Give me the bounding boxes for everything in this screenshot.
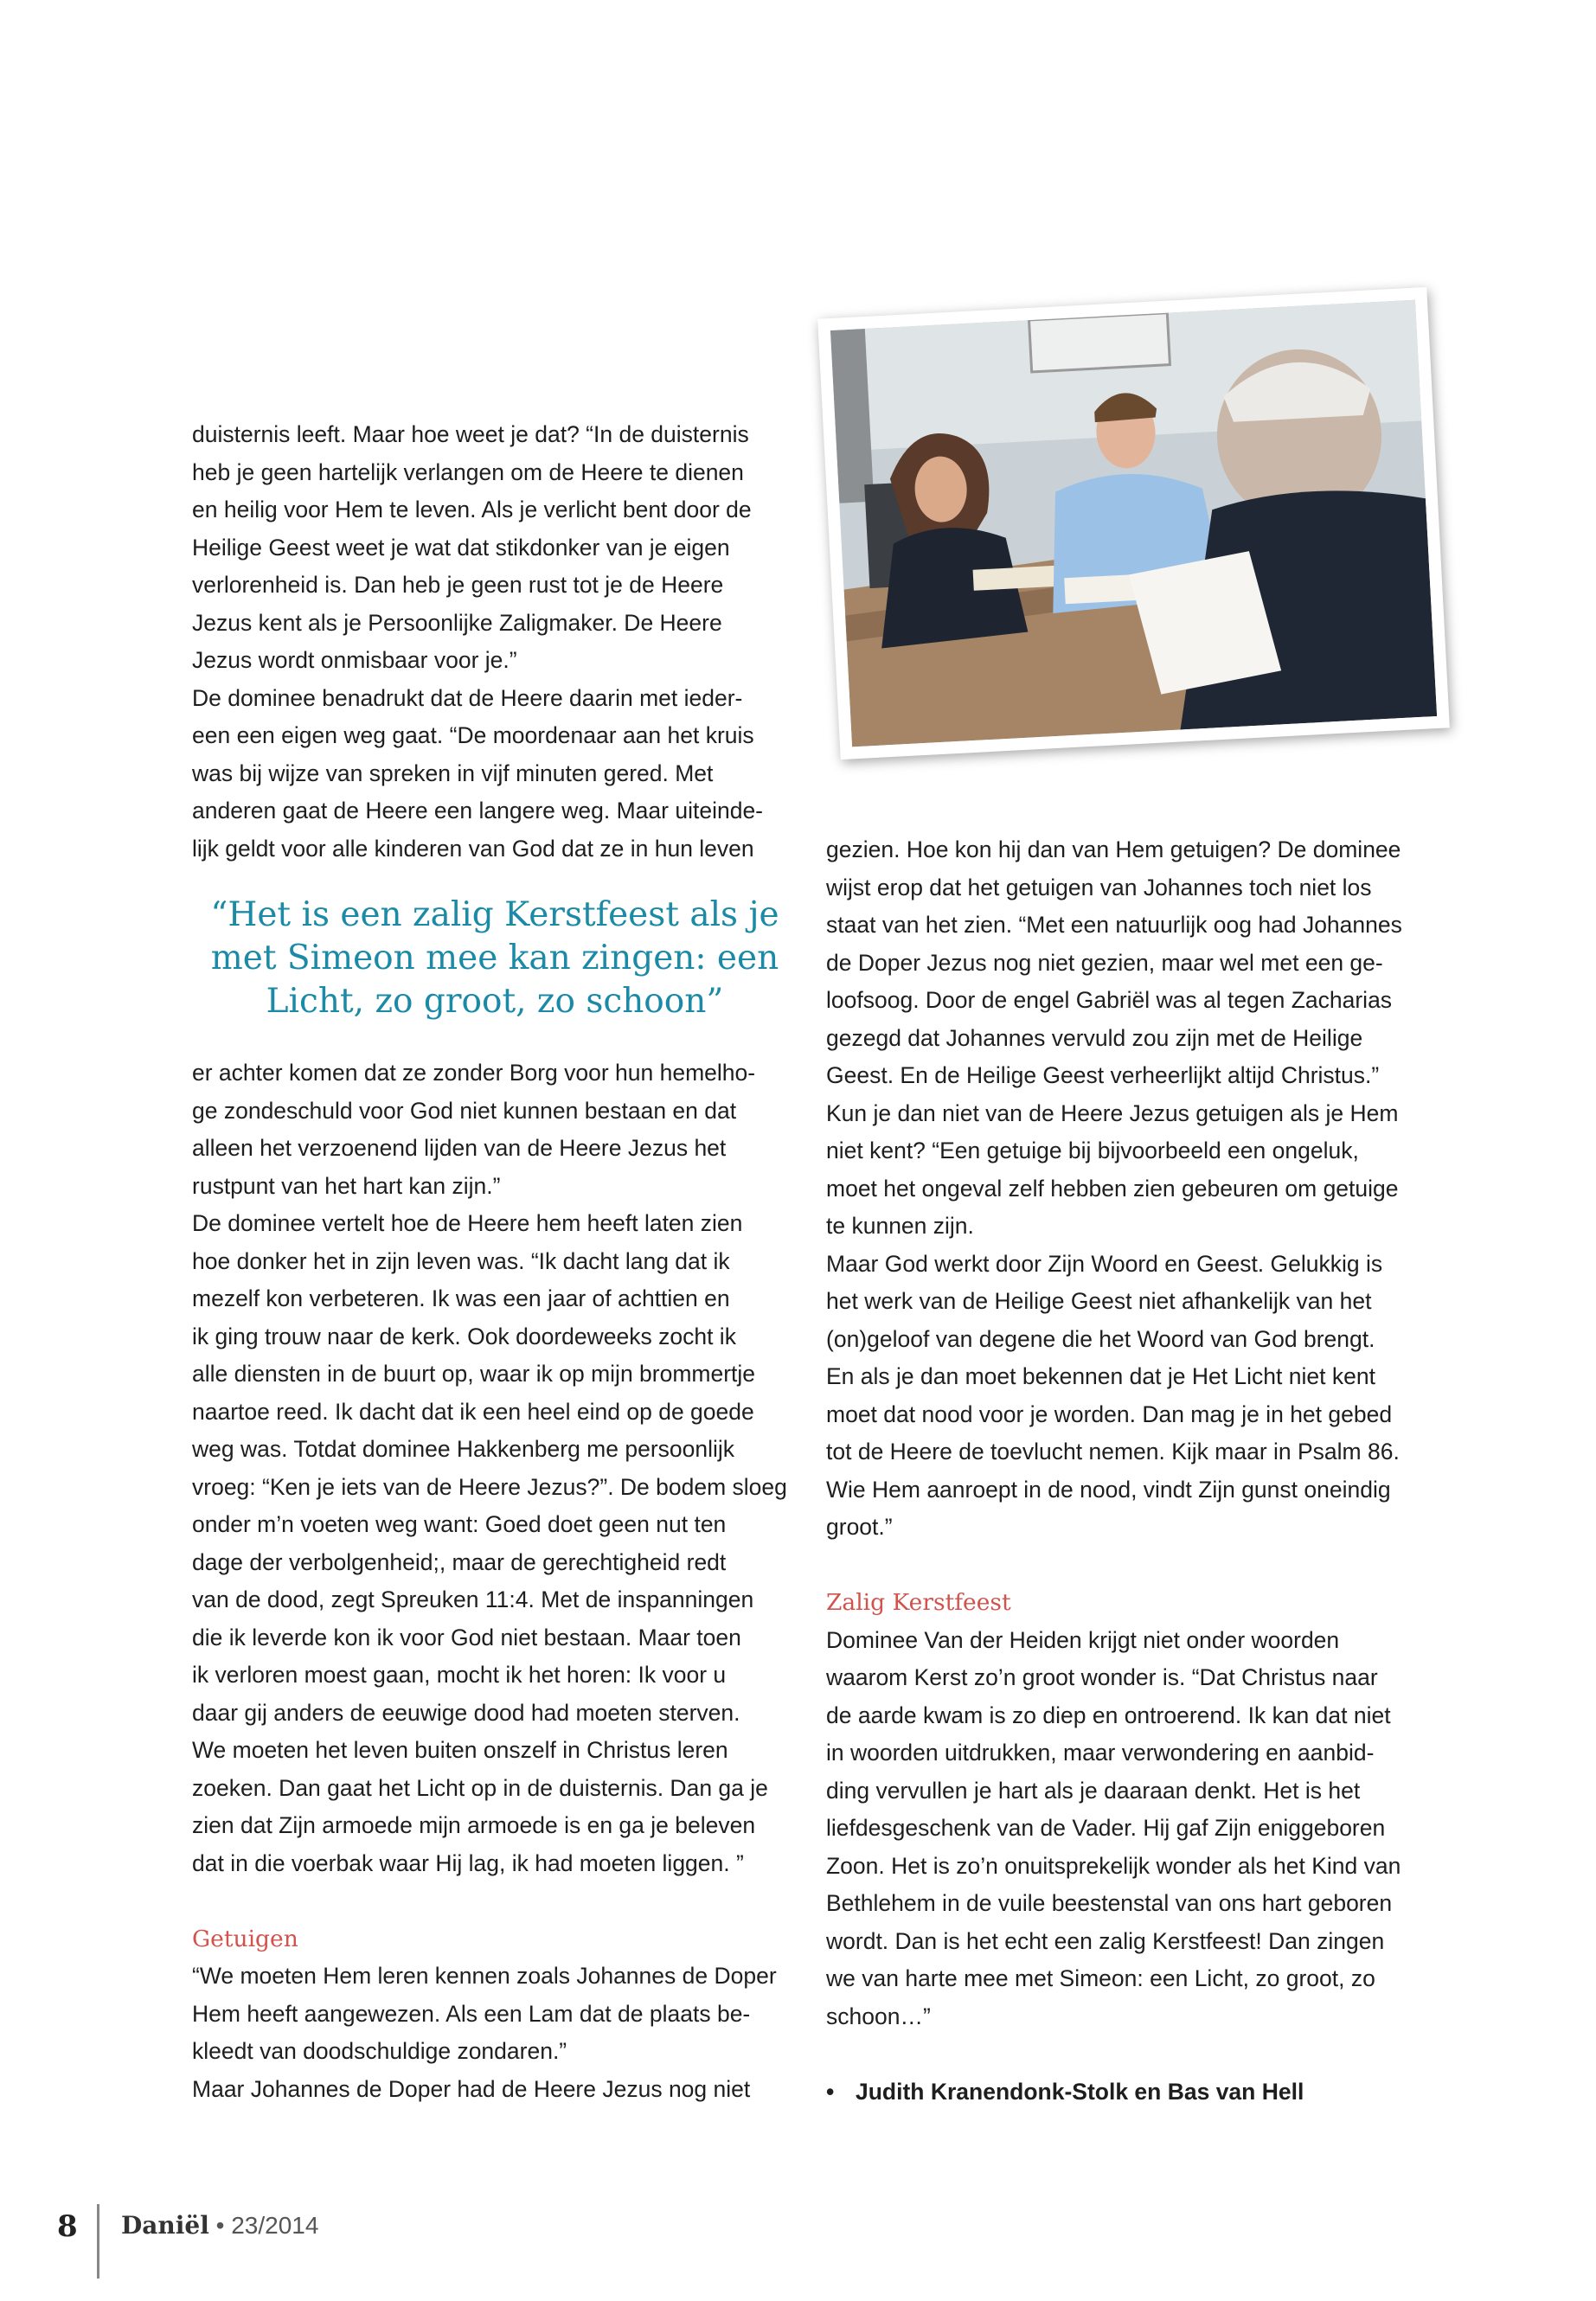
right-column bbox=[826, 831, 1432, 2111]
left-column-top bbox=[192, 416, 798, 868]
body-line: alleen het verzoenend lijden van de Heere Jezus het bbox=[192, 1135, 727, 1161]
body-line: Maar God werkt door Zijn Woord en Geest. Gelukkig is bbox=[826, 1250, 1383, 1277]
pull-quote-line: “Het is een zalig Kerstfeest als je bbox=[210, 895, 779, 934]
body-line: de aarde kwam is zo diep en ontroerend. Ik kan dat niet bbox=[826, 1702, 1391, 1728]
body-line: Jezus kent als je Persoonlijke Zaligmaker. De Heere bbox=[192, 609, 722, 636]
body-line: daar gij anders de eeuwige dood had moeten sterven. bbox=[192, 1699, 740, 1726]
section-heading-zalig-kerstfeest: Zalig Kerstfeest bbox=[826, 1589, 1011, 1616]
body-line: vroeg: “Ken je iets van de Heere Jezus?”. De bodem sloeg bbox=[192, 1473, 787, 1500]
body-line: duisternis leeft. Maar hoe weet je dat? “In de duisternis bbox=[192, 421, 749, 447]
body-line: rustpunt van het hart kan zijn.” bbox=[192, 1172, 501, 1199]
body-line: kleedt van doodschuldige zondaren.” bbox=[192, 2038, 567, 2064]
left-column-bottom bbox=[192, 1054, 798, 2108]
page-number: 8 bbox=[57, 2209, 78, 2244]
body-line: van de dood, zegt Spreuken 11:4. Met de inspanningen bbox=[192, 1586, 754, 1612]
body-line: Zoon. Het is zo’n onuitsprekelijk wonder als het Kind van bbox=[826, 1852, 1401, 1879]
body-line: (on)geloof van degene die het Woord van God brengt. bbox=[826, 1325, 1375, 1352]
body-line: moet het ongeval zelf hebben zien gebeuren om getuige bbox=[826, 1175, 1399, 1202]
body-line: Heilige Geest weet je wat dat stikdonker van je eigen bbox=[192, 534, 730, 561]
author-byline bbox=[826, 2073, 1432, 2112]
body-line: Maar Johannes de Doper had de Heere Jezus nog niet bbox=[192, 2075, 751, 2102]
body-line: ik ging trouw naar de kerk. Ook doordeweeks zocht ik bbox=[192, 1323, 736, 1349]
body-line: Geest. En de Heilige Geest verheerlijkt altijd Christus.” bbox=[826, 1062, 1380, 1088]
body-line: zien dat Zijn armoede mijn armoede is en ga je beleven bbox=[192, 1812, 756, 1838]
body-line: weg was. Totdat dominee Hakkenberg me persoonlijk bbox=[192, 1436, 735, 1462]
body-line: mezelf kon verbeteren. Ik was een jaar of achttien en bbox=[192, 1285, 730, 1311]
body-line: De dominee benadrukt dat de Heere daarin met ieder- bbox=[192, 684, 743, 711]
body-line: moet dat nood voor je worden. Dan mag je in het gebed bbox=[826, 1400, 1393, 1427]
body-line: alle diensten in de buurt op, waar ik op mijn brommertje bbox=[192, 1361, 756, 1387]
pull-quote-line: met Simeon mee kan zingen: een bbox=[210, 939, 779, 977]
body-line: waarom Kerst zo’n groot wonder is. “Dat Christus naar bbox=[826, 1664, 1378, 1690]
body-line: hoe donker het in zijn leven was. “Ik dacht lang dat ik bbox=[192, 1247, 730, 1274]
body-line: Kun je dan niet van de Heere Jezus getuigen als je Hem bbox=[826, 1099, 1399, 1126]
body-line: wijst erop dat het getuigen van Johannes toch niet los bbox=[826, 874, 1372, 901]
body-line: ge zondeschuld voor God niet kunnen bestaan en dat bbox=[192, 1097, 737, 1124]
body-line: die ik leverde kon ik voor God niet bestaan. Maar toen bbox=[192, 1624, 741, 1650]
body-line: Dominee Van der Heiden krijgt niet onder woorden bbox=[826, 1626, 1340, 1653]
body-line: Bethlehem in de vuile beestenstal van ons hart geboren bbox=[826, 1890, 1393, 1916]
author-names: Judith Kranendonk-Stolk en Bas van Hell bbox=[856, 2078, 1304, 2105]
body-line: En als je dan moet bekennen dat je Het Licht niet kent bbox=[826, 1363, 1375, 1389]
body-line: gezien. Hoe kon hij dan van Hem getuigen? De dominee bbox=[826, 836, 1401, 862]
body-line: gezegd dat Johannes vervuld zou zijn met de Heilige bbox=[826, 1024, 1363, 1051]
meeting-photo-illustration bbox=[830, 300, 1437, 747]
body-line: schoon…” bbox=[826, 2003, 931, 2029]
magazine-issue bbox=[121, 2211, 318, 2240]
body-line: liefdesgeschenk van de Vader. Hij gaf Zijn eniggeboren bbox=[826, 1815, 1386, 1841]
body-line: Wie Hem aanroept in de nood, vindt Zijn gunst oneindig bbox=[826, 1476, 1391, 1503]
body-line: te kunnen zijn. bbox=[826, 1213, 974, 1239]
body-line: niet kent? “Een getuige bij bijvoorbeeld een ongeluk, bbox=[826, 1138, 1359, 1163]
body-line: groot.” bbox=[826, 1514, 893, 1540]
body-line: ding vervullen je hart als je daaraan denkt. Het is het bbox=[826, 1777, 1361, 1804]
body-line: in woorden uitdrukken, maar verwondering en aanbid- bbox=[826, 1740, 1375, 1766]
article-photo bbox=[830, 300, 1437, 747]
pull-quote-line: Licht, zo groot, zo schoon” bbox=[266, 982, 724, 1021]
body-line: staat van het zien. “Met een natuurlijk oog had Johannes bbox=[826, 912, 1402, 938]
body-line: zoeken. Dan gaat het Licht op in de duisternis. Dan ga je bbox=[192, 1774, 768, 1801]
section-heading-getuigen: Getuigen bbox=[192, 1925, 298, 1952]
body-line: een een eigen weg gaat. “De moordenaar aan het kruis bbox=[192, 722, 754, 748]
body-line: verlorenheid is. Dan heb je geen rust tot je de Heere bbox=[192, 572, 724, 598]
body-line: dage der verbolgenheid;, maar de gerechtigheid redt bbox=[192, 1548, 727, 1575]
body-line: Jezus wordt onmisbaar voor je.” bbox=[192, 647, 517, 673]
magazine-name: Daniël bbox=[121, 2211, 209, 2240]
body-line: anderen gaat de Heere een langere weg. Maar uiteinde- bbox=[192, 798, 764, 824]
footer-divider bbox=[97, 2204, 99, 2279]
body-line: naartoe reed. Ik dacht dat ik een heel eind op de goede bbox=[192, 1398, 754, 1425]
body-line: ik verloren moest gaan, mocht ik het horen: Ik voor u bbox=[192, 1662, 727, 1688]
body-line: er achter komen dat ze zonder Borg voor hun hemelho- bbox=[192, 1060, 756, 1086]
photo-frame bbox=[817, 287, 1450, 760]
body-line: was bij wijze van spreken in vijf minuten gered. Met bbox=[192, 760, 714, 786]
body-line: wordt. Dan is het echt een zalig Kerstfeest! Dan zingen bbox=[826, 1927, 1385, 1954]
body-line: heb je geen hartelijk verlangen om de Heere te dienen bbox=[192, 458, 744, 485]
body-line: we van harte mee met Simeon: een Licht, zo groot, zo bbox=[826, 1965, 1375, 1991]
body-line: de Doper Jezus nog niet gezien, maar wel met een ge- bbox=[826, 949, 1383, 976]
issue-number: • 23/2014 bbox=[208, 2212, 319, 2239]
body-line: We moeten het leven buiten onszelf in Christus leren bbox=[192, 1737, 728, 1763]
body-line: “We moeten Hem leren kennen zoals Johannes de Doper bbox=[192, 1963, 777, 1989]
bullet-icon: • bbox=[826, 2078, 835, 2105]
body-line: lijk geldt voor alle kinderen van God dat ze in hun leven bbox=[192, 835, 754, 862]
body-line: tot de Heere de toevlucht nemen. Kijk maar in Psalm 86. bbox=[826, 1439, 1400, 1465]
pull-quote bbox=[192, 894, 798, 1023]
body-line: het werk van de Heilige Geest niet afhankelijk van het bbox=[826, 1288, 1372, 1314]
body-line: Hem heeft aangewezen. Als een Lam dat de plaats be- bbox=[192, 2000, 751, 2027]
body-line: loofsoog. Door de engel Gabriël was al tegen Zacharias bbox=[826, 987, 1393, 1013]
body-line: onder m’n voeten weg want: Goed doet geen nut ten bbox=[192, 1511, 727, 1537]
body-line: dat in die voerbak waar Hij lag, ik had moeten liggen. ” bbox=[192, 1849, 744, 1876]
body-line: De dominee vertelt hoe de Heere hem heeft laten zien bbox=[192, 1210, 743, 1236]
body-line: en heilig voor Hem te leven. Als je verlicht bent door de bbox=[192, 497, 752, 522]
